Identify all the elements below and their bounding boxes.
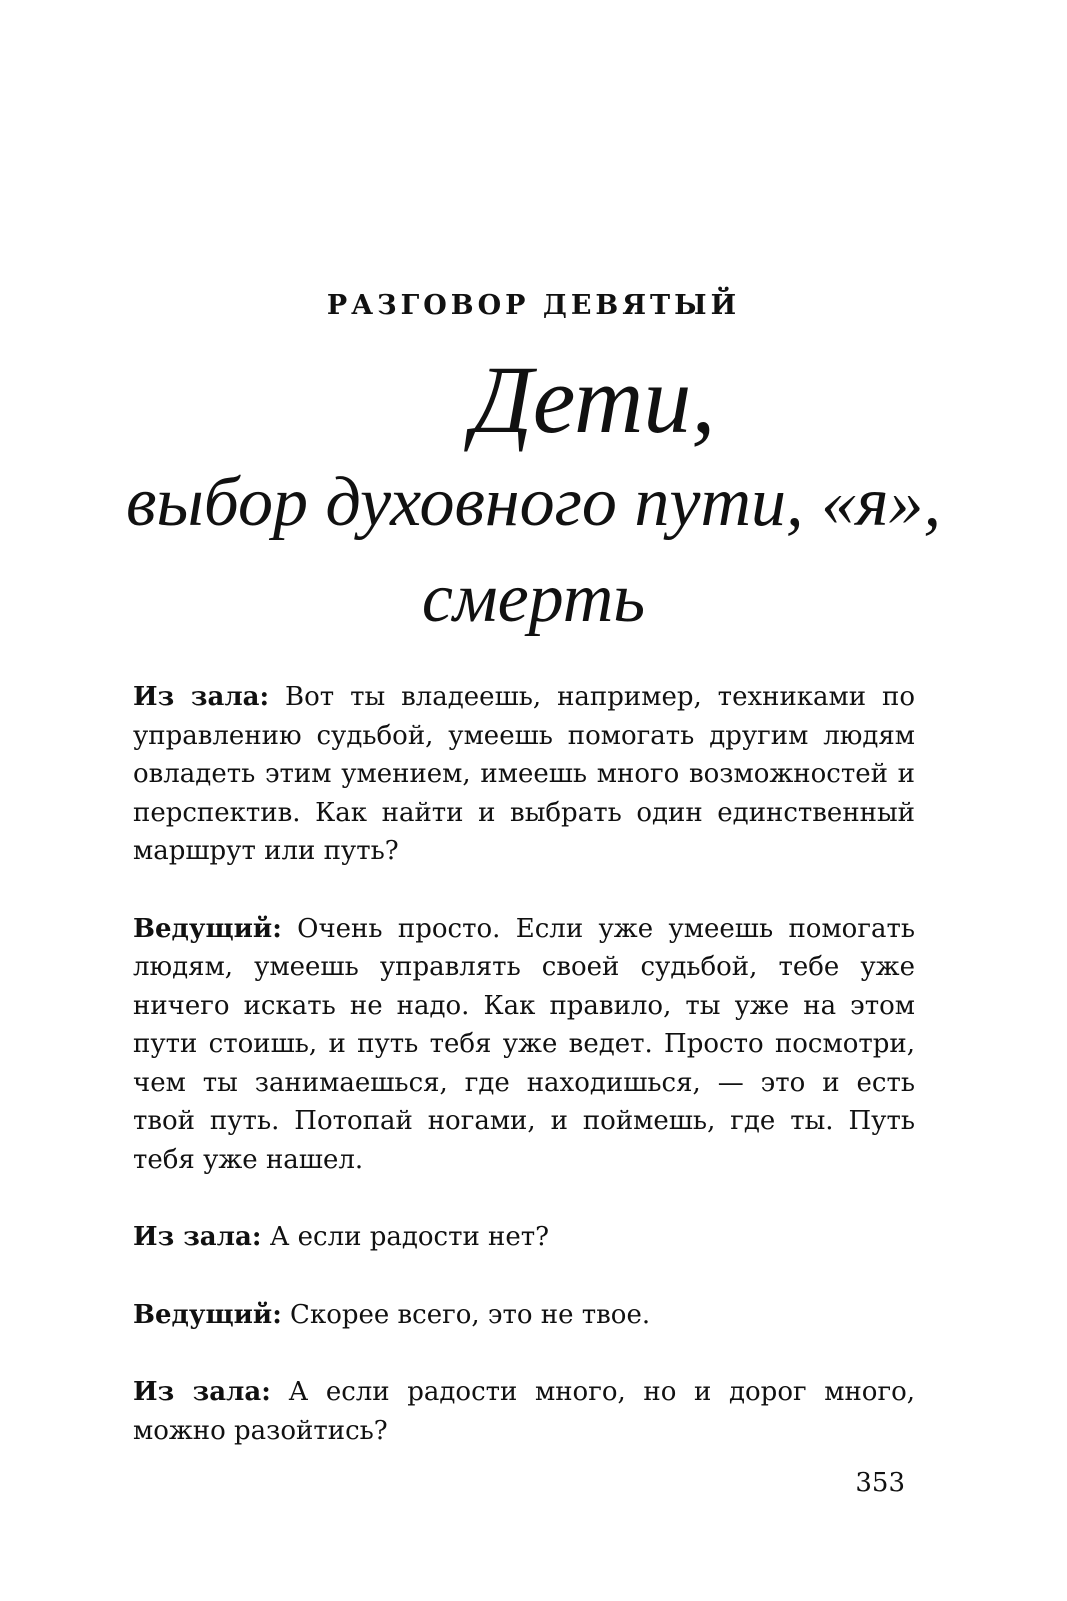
dialogue-paragraph bbox=[133, 910, 915, 1180]
speaker-label: Из зала: bbox=[133, 682, 270, 712]
dialogue-paragraph bbox=[133, 678, 915, 871]
chapter-title-line: смерть bbox=[421, 560, 646, 637]
utterance: Вот ты владеешь, например, техниками по управлению судьбой, умеешь помогать другим людям овладеть этим умением, имеешь много возможностей и перспектив. Как найти и выбрать один единственный маршрут или путь? bbox=[133, 682, 915, 866]
page-number: 353 bbox=[855, 1468, 905, 1498]
speaker-label: Ведущий: bbox=[133, 913, 282, 944]
utterance: А если радости много, но и дорог много, можно разойтись? bbox=[133, 1377, 915, 1446]
dialogue-paragraph bbox=[133, 1296, 915, 1335]
chapter-title-line: выбор духовного пути, «я», bbox=[125, 464, 942, 541]
speaker-label: Ведущий: bbox=[133, 1299, 282, 1330]
utterance: Скорее всего, это не твое. bbox=[281, 1299, 651, 1330]
chapter-title bbox=[100, 345, 967, 647]
dialogue-paragraph bbox=[133, 1373, 915, 1450]
chapter-label: РАЗГОВОР ДЕВЯТЫЙ bbox=[326, 290, 741, 321]
speaker-label: Из зала: bbox=[133, 1222, 262, 1252]
utterance: Очень просто. Если уже умеешь помогать людям, умеешь управлять своей судьбой, тебе уже ничего искать не надо. Как правило, ты уже на этом пути стоишь, и путь тебя уже ведет. Просто посмотри, чем ты занимаешься, где находишься, — это и есть твой путь. Потопай ногами, и поймешь, где ты. Путь тебя уже нашел. bbox=[133, 913, 915, 1175]
speaker-label: Из зала: bbox=[133, 1377, 271, 1407]
chapter-title-line: Дети, bbox=[471, 346, 716, 453]
dialogue-paragraph bbox=[133, 1218, 915, 1257]
dialogue-text bbox=[133, 678, 915, 1450]
utterance: А если радости нет? bbox=[261, 1222, 550, 1252]
